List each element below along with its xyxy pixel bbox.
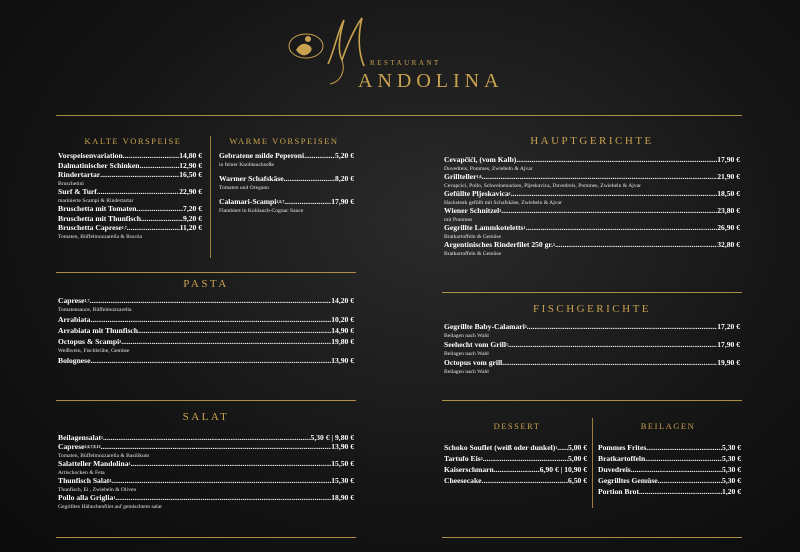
section-title-fisch: FISCHGERICHTE	[532, 303, 652, 315]
leader-dots	[552, 240, 717, 249]
item-name: Bruschetta mit Thunfisch	[58, 213, 141, 223]
leader-dots	[123, 151, 180, 160]
allergen-note: 1,6	[476, 174, 482, 179]
item-price: 19,80 €	[331, 337, 354, 346]
beilagen-item	[598, 465, 741, 474]
pasta-item	[58, 315, 354, 324]
dessert-item	[444, 476, 587, 485]
salat-item	[58, 493, 354, 502]
item-name: Arrabiata	[58, 315, 91, 324]
allergen-note: 2	[499, 208, 502, 213]
salat-divider	[56, 400, 356, 401]
leader-dots	[631, 465, 722, 474]
item-price: 18,90 €	[331, 493, 354, 502]
fisch-item	[444, 358, 740, 367]
leader-dots	[658, 476, 722, 485]
leader-dots	[141, 214, 183, 223]
allergen-note: 1	[128, 461, 131, 466]
dessert-item	[444, 443, 587, 452]
salat-item	[58, 476, 354, 485]
item-name: Wiener Schnitzel	[444, 206, 500, 215]
leader-dots	[494, 465, 540, 474]
item-description: Duvedreis, Pommes, Zwiebeln & Ajvar	[444, 165, 533, 172]
leader-dots	[501, 206, 717, 215]
section-title-beilagen: BEILAGEN	[640, 421, 696, 431]
top-divider	[56, 115, 742, 116]
item-name: Bruschetta Caprese	[58, 223, 122, 232]
item-price: 18,50 €	[717, 189, 740, 198]
beilagen-item	[598, 443, 741, 452]
allergen-note: 2	[524, 324, 527, 329]
item-description: Gegrilltes Hähnchenfilet auf gemischtem salat	[58, 503, 162, 510]
leader-dots	[557, 443, 568, 452]
leader-dots	[136, 204, 183, 213]
kalte-item	[58, 223, 202, 232]
leader-dots	[284, 174, 335, 183]
item-name: Tartufo Eis	[444, 454, 481, 463]
fisch-item	[444, 340, 740, 349]
item-price: 17,20 €	[717, 322, 740, 331]
item-name: Gegrillte Lammkoteletts	[444, 223, 524, 232]
item-description: Beilagen nach Wahl	[444, 368, 489, 375]
item-name: Schoko Souflet (weiß oder dunkel)	[444, 443, 556, 452]
item-description: marinierte Scampi & Rindertartar	[58, 197, 134, 204]
leader-dots	[127, 223, 180, 232]
leader-dots	[508, 340, 717, 349]
item-description: Beilagen nach Wahl	[444, 332, 489, 339]
item-description: in feiner Knoblauchsoße	[219, 161, 274, 168]
beilagen-item	[598, 454, 741, 463]
beilagen-item	[598, 487, 741, 496]
leader-dots	[91, 356, 332, 365]
leader-dots	[138, 326, 331, 335]
brand-subtitle: RESTAURANT	[370, 59, 441, 67]
item-name: Kaiserschmarn	[444, 465, 494, 474]
item-price: 1,20 €	[722, 487, 741, 496]
item-name: Gefüllte Pljeskavica	[444, 189, 509, 198]
allergen-note: 1	[552, 242, 555, 247]
kalte-item	[58, 187, 202, 196]
item-price: 16,50 €	[179, 170, 202, 179]
item-description: Cevapcici, Pollo, Schweinenacken, Pljeskavica, Duvedreis, Pommes, Zwiebeln & Ajvar	[444, 182, 641, 189]
section-title-warme: WARME VORSPEISEN	[229, 136, 339, 146]
allergen-note: 1,7	[84, 298, 90, 303]
bottom-left-divider	[56, 537, 356, 538]
item-name: Cheesecake	[444, 476, 482, 485]
section-title-salat: SALAT	[182, 411, 230, 423]
warme-item	[219, 174, 354, 183]
leader-dots	[97, 187, 179, 196]
item-price: 10,20 €	[331, 315, 354, 324]
item-description: Tomatensauce, Büffelmozzarella	[58, 306, 132, 313]
item-price: 14,20 €	[331, 296, 354, 305]
item-name: Bolognese	[58, 356, 91, 365]
leader-dots	[482, 476, 568, 485]
item-name: Grillteller	[444, 172, 477, 181]
leader-dots	[100, 170, 179, 179]
haupt-item	[444, 223, 740, 232]
item-description: mit Pommes	[444, 216, 473, 223]
allergen-note: 2	[119, 339, 122, 344]
leader-dots	[516, 155, 717, 164]
item-price: 17,90 €	[717, 155, 740, 164]
item-name: Bratkartoffeln	[598, 454, 646, 463]
item-price: 7,20 €	[183, 204, 202, 213]
allergen-note: 1,7	[121, 225, 127, 230]
pasta-divider	[56, 272, 356, 273]
item-name: Cevapčići, (vom Kalb)	[444, 155, 517, 164]
item-price: 17,90 €	[331, 197, 354, 206]
item-price: 5,00 €	[568, 443, 587, 452]
item-price: 5,30 €	[722, 465, 741, 474]
pasta-item	[58, 326, 354, 335]
warme-item	[219, 197, 354, 206]
item-price: 9,20 €	[183, 213, 202, 223]
item-description: Hacksteak gefüllt mit Schafskäse, Zwiebeln & Ajvar	[444, 199, 562, 206]
item-name: Pommes Frites	[598, 443, 647, 452]
starter-column-divider	[210, 136, 211, 258]
leader-dots	[115, 493, 331, 502]
kalte-item	[58, 204, 202, 213]
leader-dots	[140, 161, 180, 170]
item-price: 5,30 €	[722, 476, 741, 485]
item-price: 26,90 €	[717, 223, 740, 232]
allergen-note: 1	[506, 342, 509, 347]
item-price: 11,20 €	[179, 223, 202, 232]
item-name: Portion Brot	[598, 487, 639, 496]
item-name: Beilagensalat	[58, 433, 102, 442]
allergen-note: 1	[101, 435, 104, 440]
leader-dots	[90, 315, 331, 324]
item-name: Thunfisch Salat	[58, 476, 110, 485]
leader-dots	[481, 172, 717, 181]
item-name: Arrabiata mit Thunfisch	[58, 326, 139, 335]
pasta-item	[58, 296, 354, 305]
item-name: Dalmatinischer Schinken	[58, 160, 140, 170]
item-price: 5,00 €	[568, 454, 587, 463]
item-price: 23,80 €	[717, 206, 740, 215]
item-name: Argentinisches Rinderfilet 250 gr.	[444, 240, 553, 249]
leader-dots	[128, 459, 332, 468]
item-description: Flambiert in Koblauch-Cognac Sauce	[219, 207, 304, 214]
allergen-note: 2	[480, 456, 483, 461]
item-description: Tomaten, Büffelmozzarella & Basilikum	[58, 452, 150, 459]
allergen-note: 1	[523, 225, 526, 230]
beilagen-item	[598, 476, 741, 485]
item-name: Gegrilltes Gemüse	[598, 476, 658, 485]
allergen-note: 1	[508, 191, 511, 196]
pasta-item	[58, 356, 354, 365]
item-description: Thunfisch, Ei , Zwiebeln & Oliven	[58, 486, 137, 493]
section-title-haupt: HAUPTGERICHTE	[530, 135, 654, 147]
leader-dots	[508, 189, 717, 198]
item-price: 19,90 €	[717, 358, 740, 367]
item-name: Gegrillte Baby-Calamari	[444, 322, 525, 331]
leader-dots	[523, 223, 718, 232]
section-title-kalte: KALTE VORSPEISE	[84, 136, 182, 146]
item-name: Warmer Schafskäse	[219, 174, 284, 183]
item-price: 14,90 €	[331, 326, 354, 335]
fisch-item	[444, 322, 740, 331]
item-price: 15,30 €	[331, 476, 354, 485]
leader-dots	[121, 337, 331, 346]
leader-dots	[103, 433, 311, 442]
item-price: 6,90 € | 10,90 €	[539, 465, 587, 474]
item-price: 21,90 €	[717, 172, 740, 181]
item-name: Octopus vom grill	[444, 358, 503, 367]
kalte-item	[58, 161, 202, 170]
leader-dots	[646, 443, 722, 452]
leader-dots	[100, 442, 331, 451]
item-name: Vorspeisenvariation	[58, 151, 123, 160]
allergen-note: 2,6,7	[276, 199, 285, 204]
haupt-item	[444, 155, 740, 164]
leader-dots	[645, 454, 722, 463]
leader-dots	[502, 358, 717, 367]
leader-dots	[639, 487, 722, 496]
haupt-item	[444, 189, 740, 198]
salat-item	[58, 433, 354, 442]
item-price: 32,80 €	[717, 240, 740, 249]
item-price: 5,30 € | 9,80 €	[310, 433, 354, 442]
item-description: Bratkartoffeln & Gemüse	[444, 250, 502, 257]
section-title-dessert: DESSERT	[493, 421, 541, 431]
kalte-item	[58, 151, 202, 160]
item-name: Gebratene milde Peperoni	[219, 151, 305, 160]
warme-item	[219, 151, 354, 160]
item-name: Bruschetta mit Tomaten	[58, 204, 137, 213]
item-description: Weißwein, Fischbrühe, Gemüse	[58, 347, 130, 354]
item-price: 17,90 €	[717, 340, 740, 349]
allergen-note: 1	[555, 445, 558, 450]
haupt-item	[444, 206, 740, 215]
dessert-item	[444, 465, 587, 474]
item-name: Seehecht vom Grill	[444, 340, 507, 349]
item-name: Surf & Turf	[58, 187, 97, 196]
item-description: Tomaten, Büffelmozzarella & Rucola	[58, 233, 143, 240]
item-price: 5,30 €	[722, 454, 741, 463]
item-description: Bruschetini	[58, 180, 84, 187]
section-title-pasta: PASTA	[183, 278, 229, 290]
dessert-divider	[442, 400, 742, 401]
item-price: 8,20 €	[335, 174, 354, 183]
item-price: 12,90 €	[179, 160, 202, 170]
item-price: 22,90 €	[179, 187, 202, 196]
item-name: Pollo alla Griglia	[58, 493, 114, 502]
item-description: Beilagen nach Wahl	[444, 350, 489, 357]
item-name: Duvedreis	[598, 465, 631, 474]
kalte-item	[58, 170, 202, 179]
item-price: 13,90 €	[331, 356, 354, 365]
leader-dots	[304, 151, 335, 160]
item-name: Salatteller Mandolina	[58, 459, 129, 468]
item-price: 14,80 €	[179, 151, 202, 160]
item-name: Rindertartar	[58, 170, 101, 179]
leader-dots	[524, 322, 717, 331]
dessert-column-divider	[592, 418, 593, 508]
item-description: Artischocken & Feta	[58, 469, 105, 476]
pasta-item	[58, 337, 354, 346]
bottom-right-divider	[442, 537, 742, 538]
item-description: Tomaten und Oregano	[219, 184, 269, 191]
leader-dots	[480, 454, 568, 463]
leader-dots	[111, 476, 331, 485]
dessert-item	[444, 454, 587, 463]
salat-item	[58, 459, 354, 468]
item-price: 5,30 €	[722, 443, 741, 452]
leader-dots	[89, 296, 331, 305]
item-price: 13,90 €	[331, 442, 354, 451]
item-price: 6,50 €	[568, 476, 587, 485]
allergen-note: 4	[109, 478, 112, 483]
fisch-divider	[442, 292, 742, 293]
haupt-item	[444, 240, 740, 249]
item-name: Caprese	[58, 296, 85, 305]
leader-dots	[284, 197, 331, 206]
item-price: 5,20 €	[335, 151, 354, 160]
kalte-item	[58, 214, 202, 223]
salat-item	[58, 442, 354, 451]
item-name: Caprese	[58, 442, 85, 451]
item-description: Bratkartoffeln & Gemüse	[444, 233, 502, 240]
item-name: Calamari-Scampi	[219, 197, 277, 206]
allergen-note: 2,6,7,8,13	[84, 444, 101, 449]
brand-name: ANDOLINA	[358, 70, 504, 92]
item-price: 15,50 €	[331, 459, 354, 468]
haupt-item	[444, 172, 740, 181]
item-name: Octopus & Scampi	[58, 337, 120, 346]
allergen-note: 1	[113, 495, 116, 500]
